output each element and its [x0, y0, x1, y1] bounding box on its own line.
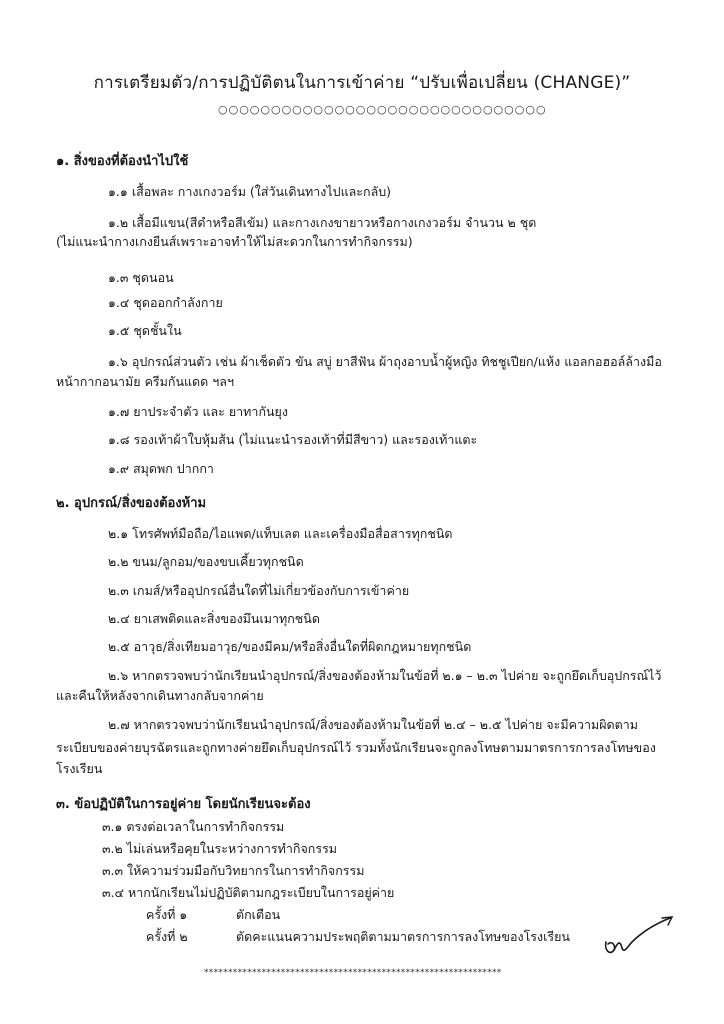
section2-item-continuation: และคืนให้หลังจากเดินทางกลับจากค่าย [56, 688, 264, 703]
section2-item: ๒.๗ หากตรวจพบว่านักเรียนนำอุปกรณ์/สิ่งของต้องห้ามในข้อที่ ๒.๔ – ๒.๕ ไปค่าย จะมีความผิดตาม [108, 717, 639, 732]
section1-heading: ๑. สิ่งของที่ต้องนำไปใช้ [56, 154, 189, 169]
section1-item: ๑.๗ ยาประจำตัว และ ยาทากันยุง [108, 404, 288, 419]
section2-item: ๒.๒ ขนม/ลูกอม/ของขบเคี้ยวทุกชนิด [108, 554, 304, 569]
section3-item: ๓.๒ ไม่เล่นหรือคุยในระหว่างการทำกิจกรรม [102, 841, 338, 856]
penalty-label: ครั้งที่ ๒ [146, 929, 188, 944]
star-divider: ************************************************************** [204, 968, 502, 978]
circle-divider: ○○○○○○○○○○○○○○○○○○○○○○○○○○○○○○○ [218, 103, 547, 116]
page-title: การเตรียมตัว/การปฏิบัติตนในการเข้าค่าย “ปรับเพื่อเปลี่ยน (CHANGE)” [93, 73, 631, 93]
section1-item: ๑.๑ เสื้อพละ กางเกงวอร์ม (ใส่วันเดินทางไปและกลับ) [108, 184, 392, 199]
section1-item: ๑.๕ ชุดชั้นใน [108, 323, 182, 338]
section1-item: ๑.๙ สมุดพก ปากกา [108, 461, 214, 476]
section1-item: ๑.๔ ชุดออกกำลังกาย [108, 295, 223, 310]
section2-item: ๒.๑ โทรศัพท์มือถือ/ไอแพด/แท็บเลต และเครื่องมือสื่อสารทุกชนิด [108, 526, 453, 541]
signature-mark [598, 912, 678, 962]
section3-heading: ๓. ข้อปฏิบัติในการอยู่ค่าย โดยนักเรียนจะต้อง [56, 797, 311, 812]
section2-item: ๒.๖ หากตรวจพบว่านักเรียนนำอุปกรณ์/สิ่งของต้องห้ามในข้อที่ ๒.๑ – ๒.๓ ไปค่าย จะถูกยึดเก็บอุปกรณ์ไว้ [108, 668, 662, 683]
section2-heading: ๒. อุปกรณ์/สิ่งของต้องห้าม [56, 496, 207, 511]
section1-item: ๑.๖ อุปกรณ์ส่วนตัว เช่น ผ้าเช็ดตัว ขัน สบู่ ยาสีฟัน ผ้าถุงอาบน้ำผู้หญิง ทิชชูเปียก/แห้ง แอลกอฮอล์ล้างมือ [108, 354, 662, 369]
section2-item-continuation: โรงเรียน [56, 761, 103, 776]
section2-item: ๒.๔ ยาเสพติดและสิ่งของมึนเมาทุกชนิด [108, 611, 320, 626]
penalty-action: ตัดคะแนนความประพฤติตามมาตรการการลงโทษของโรงเรียน [236, 929, 570, 944]
section3-item: ๓.๔ หากนักเรียนไม่ปฏิบัติตามกฎระเบียบในการอยู่ค่าย [102, 885, 395, 900]
section2-item-continuation: ระเบียบของค่ายบุรฉัตรและถูกทางค่ายยึดเก็บอุปกรณ์ไว้ รวมทั้งนักเรียนจะถูกลงโทษตามมาตรการการลงโทษของ [56, 740, 656, 755]
section1-item-continuation: หน้ากากอนามัย ครีมกันแดด ฯลฯ [56, 374, 234, 389]
section1-item: ๑.๒ เสื้อมีแขน(สีดำหรือสีเข้ม) และกางเกงขายาวหรือกางเกงวอร์ม จำนวน ๒ ชุด [108, 215, 537, 230]
penalty-action: ตักเตือน [236, 907, 281, 922]
section2-item: ๒.๕ อาวุธ/สิ่งเทียมอาวุธ/ของมีคม/หรือสิ่งอื่นใดที่ผิดกฎหมายทุกชนิด [108, 639, 472, 654]
section3-item: ๓.๓ ให้ความร่วมมือกับวิทยากรในการทำกิจกรรม [102, 863, 365, 878]
section2-item: ๒.๓ เกมส์/หรืออุปกรณ์อื่นใดที่ไม่เกี่ยวข้องกับการเข้าค่าย [108, 583, 410, 598]
section1-item: ๑.๘ รองเท้าผ้าใบหุ้มส้น (ไม่แนะนำรองเท้าที่มีสีขาว) และรองเท้าแตะ [108, 432, 478, 447]
penalty-label: ครั้งที่ ๑ [146, 907, 188, 922]
section1-item: ๑.๓ ชุดนอน [108, 270, 174, 285]
section3-item: ๓.๑ ตรงต่อเวลาในการทำกิจกรรม [102, 819, 285, 834]
section1-item-continuation: (ไม่แนะนำกางเกงยีนส์เพราะอาจทำให้ไม่สะดวกในการทำกิจกรรม) [56, 234, 413, 249]
